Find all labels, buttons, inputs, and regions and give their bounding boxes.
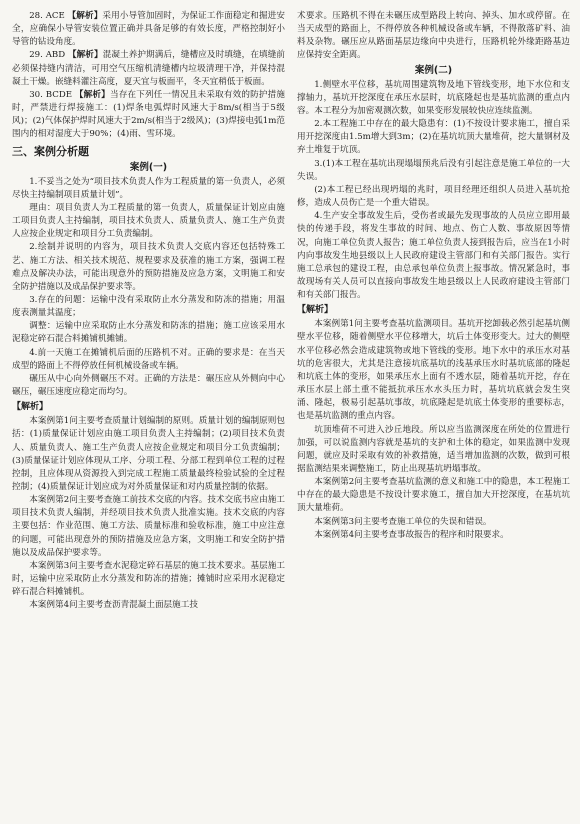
- analysis-tag: 【解析】: [67, 11, 103, 21]
- answer-list: [12, 10, 285, 142]
- continued-paragraph: 术要求。压路机不得在未碾压成型路段上转向、掉头、加水或停留。在当天成型的路面上，不得停放各种机械设备或车辆，不得散落矿料、油料及杂物。碾压应从路面基层边缘向中央进行，压路机轮外缘距路基边应保持安全距离。: [297, 11, 570, 61]
- analysis-paragraph: 本案例第1问主要考查基坑监测项目。基坑开挖卸载必然引起基坑侧壁水平位移，随着侧壁水平位移增大，坑后土体变形变大。过大的侧壁水平位移必然会造成建筑物或地下管线的变形。地下水中的承压水对基坑的危害很大，尤其是注意接坑底基坑的浅基承压水时基坑底部的隆起和坑底土体的变形，如果承压水上面有不透水层，随着基坑开挖，存在承压水层上部土重不能抵抗承压水水头压力时，基坑坑底就会发生突涌、隆起，极易引起基坑事故，坑底隆起是坑底土体变形的重要标志，也是基坑监测的重点内容。: [297, 319, 570, 422]
- answer-key: BCDE: [45, 89, 72, 100]
- case-1-paragraph: 理由：项目负责人为工程质量的第一负责人，质量保证计划应由施工项目负责人主持编制，项目技术负责人、质量负责人、施工生产负责人应按企业规定和项目分工负责编制。: [12, 202, 285, 240]
- analysis-paragraph: 本案例第3问主要考查施工单位的失误和错误。: [314, 516, 492, 527]
- case-2-paragraph: 3.(1)本工程在基坑出现塌塌预兆后没有引起注意是施工单位的一大失误。: [297, 158, 570, 182]
- answer-item-28: [12, 10, 285, 49]
- case-1-paragraph: 4.前一天施工在摊铺机后面的压路机不对。正确的要求是：在当天成型的路面上不得停放任何机械设备或车辆。: [12, 347, 285, 371]
- case-2-analysis: [297, 318, 570, 542]
- answer-text: 混凝土养护期满后，缝槽应及时填缝，在填缝前必须保持缝内清洁，可用空气压缩机清缝槽内垃圾清理干净，并保持混凝土干燥。嵌缝料灌注高度，夏天宜与板面平，冬天宜稍低于板面。: [12, 50, 285, 87]
- answer-item-29: [12, 49, 285, 88]
- answer-number: 28.: [29, 11, 43, 21]
- case-2-answers: [297, 79, 570, 303]
- right-column: [297, 10, 570, 818]
- case-2-paragraph: 4.生产安全事故发生后，受伤者或最先发现事故的人员应立即用最快的传递手段，将发生事故的时间、地点、伤亡人数、事故原因等情况，向施工单位负责人报告；施工单位负责人接到报告后，应当在1小时内向事故发生地县级以上人民政府建设主管部门和有关部门报告。实行施工总承包的建设工程，由总承包单位负责上报事故。情况紧急时，事故现场有关人员可以直接向事故发生地县级以上人民政府建设主管部门和有关部门报告。: [297, 211, 570, 301]
- analysis-tag: 【解析】: [67, 50, 103, 61]
- analysis-paragraph: 本案例第4问主要考查沥青混凝土面层施工技: [29, 600, 198, 611]
- case-2-title: 案例(二): [414, 64, 453, 76]
- analysis-paragraph: 本案例第2问主要考查施工前技术交底的内容。技术交底书应由施工项目技术负责人编制，并经项目技术负责人批准实施。技术交底的内容主要包括：作业范围、施工方法、质量标准和验收标准，施工中应注意的问题，可能出现意外的预防措施及应急方案，文明施工和安全防护措施以及成品保护要求等。: [12, 495, 285, 558]
- answer-number: 29.: [29, 50, 43, 61]
- case-1-analysis-label: 【解析】: [12, 402, 49, 413]
- analysis-paragraph: 本案例第4问主要考查事故报告的程序和时限要求。: [314, 529, 509, 540]
- analysis-tag: 【解析】: [74, 89, 110, 100]
- answer-text: 采用小导管加固时，为保证工作面稳定和掘进安全，应确保小导管安装位置正确并具备足够的有效长度，严格控制好小导管的钻设角度。: [12, 11, 285, 48]
- analysis-paragraph: 坑顶堆荷不可进入沙丘地段。所以应当监测深度在所处的位置进行加强，可以说监测内容就是基坑的支护和土体的稳定，如果监测中发现问题，就应及时采取有效的补救措施，适当增加监测的次数，做到可根据监测结果来调整施工，防止出现基坑坍塌事故。: [297, 424, 570, 474]
- analysis-paragraph: 本案例第3问主要考查水泥稳定碎石基层的施工技术要求。基层施工时，运输中应采取防止水分蒸发和防冻的措施；摊铺时应采用水泥稳定碎石混合料摊铺机。: [12, 560, 285, 598]
- answer-item-30: [12, 89, 285, 142]
- case-1-paragraph: 3.存在的问题：运输中没有采取防止水分蒸发和防冻的措施；用温度表测量其温度；: [12, 294, 285, 319]
- case-1-answers: [12, 176, 285, 400]
- case-1-title: 案例(一): [129, 161, 168, 173]
- case-2-analysis-label: 【解析】: [297, 305, 334, 316]
- analysis-paragraph: 本案例第2问主要考查基坑监测的意义和施工中的隐患，本工程施工中存在的最大隐患是不按设计要求施工，擅自加大开挖深度，在基坑坑顶大量堆荷。: [297, 477, 570, 514]
- case-1-paragraph: 调整：运输中应采取防止水分蒸发和防冻的措施；施工应该采用水泥稳定碎石混合料摊铺机摊铺。: [12, 321, 285, 345]
- case-2-paragraph: 2.本工程施工中存在的最大隐患有：(1)不按设计要求施工，擅自采用开挖深度由1.5m增大到3m；(2)在基坑坑顶大量堆荷，挖大量钢材及弃土堆复于坑顶。: [297, 119, 570, 156]
- answer-number: 30.: [29, 89, 43, 100]
- answer-key: ABD: [45, 50, 66, 61]
- case-1-paragraph: 碾压从中心向外侧碾压不对。正确的方法是：碾压应从外侧向中心碾压，碾压速度应稳定而均匀。: [12, 373, 285, 398]
- analysis-paragraph: 本案例第1问主要考查质量计划编制的原则。质量计划的编制原则包括：(1)质量保证计划应由施工项目负责人主持编制；(2)项目技术负责人、质量负责人、施工生产负责人应按企业规定和项目分工负责编制；(3)质量保证计划应体现从工序、分项工程、分部工程到单位工程的过程控制，且应体现从资源投入到完成工程施工质量最终检验试验的全过程控制；(4)质量保证计划应成为对外质量保证和对内质量控制的依据。: [12, 416, 285, 492]
- case-1-paragraph: 2.绘制并说明的内容为，项目技术负责人交底内容还包括特殊工艺、施工方法、相关技术规范、规程要求及获准的施工方案，强调工程难点及解决办法，可能出现意外的预防措施及应急方案，文明施工和安全防护措施以及成品保护要求等。: [12, 242, 285, 292]
- case-2-paragraph: 1.侧壁水平位移，基坑周围建筑物及地下管线变形，地下水位和支撑轴力，基坑开挖深度在承压水层时，坑底隆起也是基坑监测的重点内容。本工程分为加密观测次数，如果变形发展较快应连续监测。: [297, 79, 570, 116]
- case-1-analysis: [12, 415, 285, 612]
- answer-text: 当存在下列任一情况且未采取有效的防护措施时，严禁进行焊接施工：(1)焊条电弧焊时风速大于8m/s(相当于5级风)；(2)气体保护焊时风速大于2m/s(相当于2级风)；(3)焊接电弧1m范围内的相对湿度大于90%；(4)雨、雪环境。: [12, 89, 285, 140]
- section-title: 三、案例分析题: [12, 144, 89, 158]
- answer-key: ACE: [45, 11, 65, 21]
- case-1-paragraph: 1.不妥当之处为“项目技术负责人作为工程质量的第一负责人，必须尽快主持编制项目质量计划”。: [12, 176, 285, 200]
- left-column: [12, 10, 285, 818]
- case-2-paragraph: (2)本工程已经出现坍塌的兆时，项目经理还组织人员进入基坑抢修，造成人员伤亡是一个重大错误。: [297, 184, 570, 209]
